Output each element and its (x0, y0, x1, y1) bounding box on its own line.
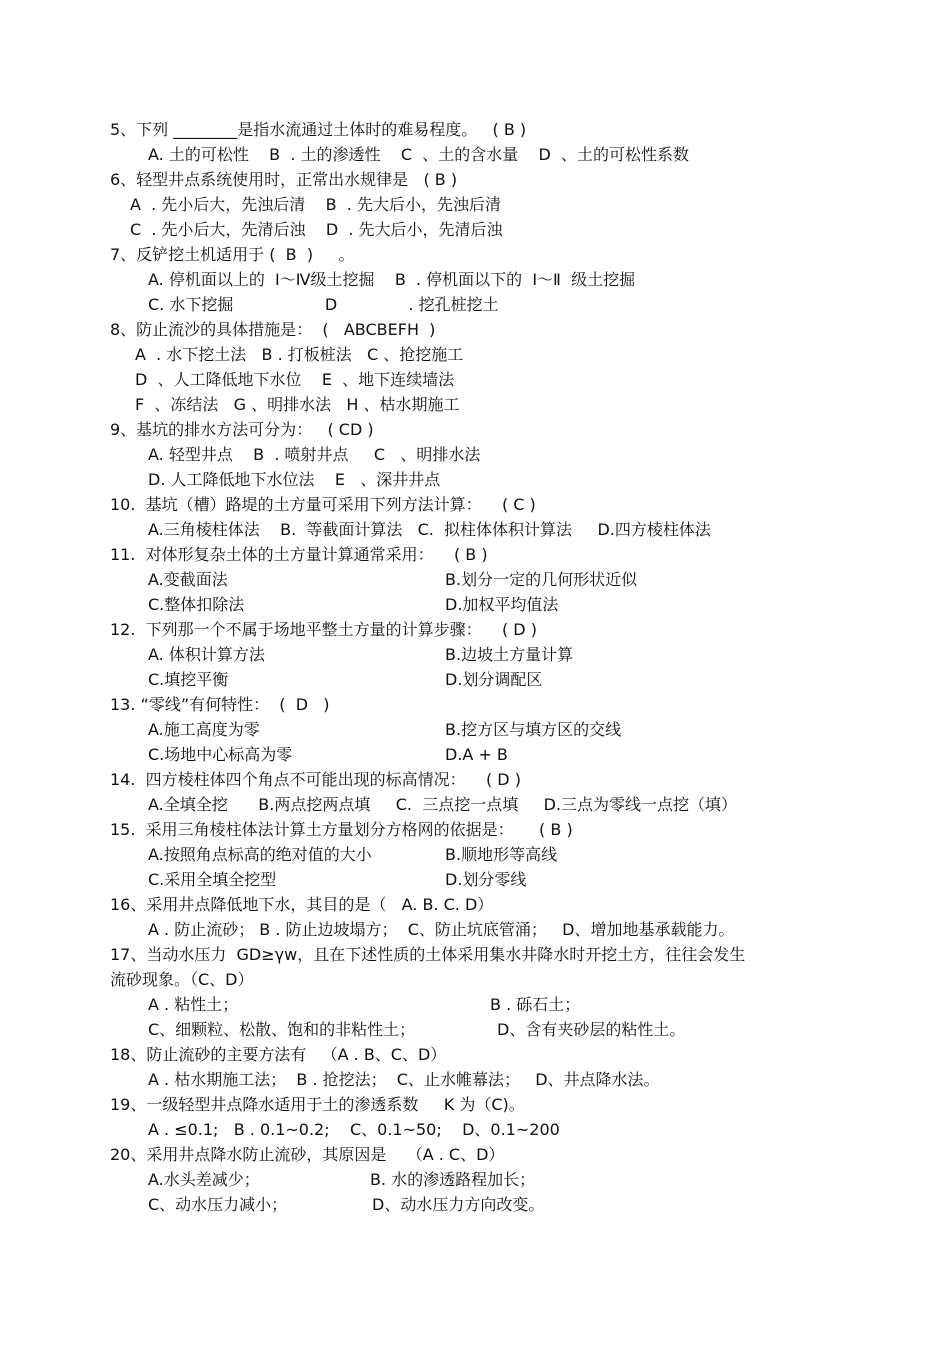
question-20-option-a: A.水头差减少； (148, 1170, 260, 1189)
question-20-option-d: D、动水压力方向改变。 (372, 1195, 545, 1214)
question-13: 13. “零线”有何特性： ( D ) (110, 695, 330, 714)
question-18-options: A . 枯水期施工法； B . 抢挖法； C、止水帷幕法； D、井点降水法。 (148, 1070, 660, 1089)
question-15-option-c: C.采用全填全挖型 (148, 870, 277, 889)
question-6-options-2: C . 先小后大，先清后浊 D . 先大后小，先清后浊 (130, 220, 503, 239)
question-11-option-a: A.变截面法 (148, 570, 228, 589)
question-13-option-b: B.挖方区与填方区的交线 (445, 720, 622, 739)
question-11-option-d: D.加权平均值法 (445, 595, 559, 614)
question-8: 8、防止流沙的具体措施是： ( ABCBEFH ) (110, 320, 436, 339)
question-11: 11. 对体形复杂土体的土方量计算通常采用： ( B ) (110, 545, 488, 564)
question-9-options-2: D. 人工降低地下水位法 E 、深井井点 (148, 470, 441, 489)
question-17: 17、当动水压力 GD≥γw，且在下述性质的土体采用集水井降水时开挖土方，往往会发生 (110, 945, 746, 964)
question-13-option-c: C.场地中心标高为零 (148, 745, 293, 764)
question-14: 14. 四方棱柱体四个角点不可能出现的标高情况： ( D ) (110, 770, 521, 789)
question-19-options: A . ≤0.1; B . 0.1~0.2; C、0.1~50; D、0.1~200 (148, 1120, 560, 1139)
question-9: 9、基坑的排水方法可分为： ( CD ) (110, 420, 374, 439)
question-15: 15. 采用三角棱柱体法计算土方量划分方格网的依据是： ( B ) (110, 820, 573, 839)
question-7-options-1: A. 停机面以上的 Ⅰ～Ⅳ级土挖掘 B . 停机面以下的 Ⅰ～Ⅱ 级土挖掘 (148, 270, 636, 289)
question-16: 16、采用井点降低地下水，其目的是（ A. B. C. D） (110, 895, 494, 914)
question-20-option-c: C、动水压力减小； (148, 1195, 288, 1214)
question-13-option-d: D.A + B (445, 745, 508, 764)
question-9-options-1: A. 轻型井点 B . 喷射井点 C 、明排水法 (148, 445, 481, 464)
question-10-options: A.三角棱柱体法 B. 等截面计算法 C. 拟柱体体积计算法 D.四方棱柱体法 (148, 520, 711, 539)
question-20: 20、采用井点降水防止流砂，其原因是 （A . C、D） (110, 1145, 505, 1164)
question-7: 7、反铲挖土机适用于 ( B ) 。 (110, 245, 355, 264)
question-20-option-b: B. 水的渗透路程加长； (370, 1170, 536, 1189)
question-11-option-b: B.划分一定的几何形状近似 (445, 570, 638, 589)
question-17-option-b: B . 砾石土； (490, 995, 581, 1014)
question-15-option-a: A.按照角点标高的绝对值的大小 (148, 845, 372, 864)
question-8-options-3: F 、冻结法 G 、明排水法 H 、枯水期施工 (135, 395, 460, 414)
question-12: 12. 下列那一个不属于场地平整土方量的计算步骤： ( D ) (110, 620, 537, 639)
question-8-options-2: D 、人工降低地下水位 E 、地下连续墙法 (135, 370, 455, 389)
question-17-continued: 流砂现象。（C、D） (110, 970, 254, 989)
question-6: 6、轻型井点系统使用时，正常出水规律是 ( B ) (110, 170, 458, 189)
question-17-option-c: C、细颗粒、松散、饱和的非粘性土； (148, 1020, 416, 1039)
question-14-options: A.全填全挖 B.两点挖两点填 C. 三点挖一点填 D.三点为零线一点挖（填） (148, 795, 738, 814)
question-17-option-d: D、含有夹砂层的粘性土。 (497, 1020, 686, 1039)
question-12-option-d: D.划分调配区 (445, 670, 543, 689)
question-19: 19、一级轻型井点降水适用于土的渗透系数 K 为（C)。 (110, 1095, 525, 1114)
question-7-options-2: C. 水下挖掘 D . 挖孔桩挖土 (148, 295, 499, 314)
question-12-option-c: C.填挖平衡 (148, 670, 229, 689)
question-15-option-b: B.顺地形等高线 (445, 845, 558, 864)
question-5-options: A. 土的可松性 B . 土的渗透性 C 、土的含水量 D 、土的可松性系数 (148, 145, 690, 164)
question-6-options-1: A . 先小后大，先浊后清 B . 先大后小，先浊后清 (130, 195, 501, 214)
question-17-option-a: A . 粘性土； (148, 995, 239, 1014)
question-5: 5、下列 ________是指水流通过土体时的难易程度。 ( B ) (110, 120, 527, 139)
question-11-option-c: C.整体扣除法 (148, 595, 245, 614)
question-18: 18、防止流砂的主要方法有 （A . B、C、D） (110, 1045, 447, 1064)
question-16-options: A . 防止流砂； B . 防止边坡塌方； C、防止坑底管涌； D、增加地基承载能力。 (148, 920, 735, 939)
question-13-option-a: A.施工高度为零 (148, 720, 260, 739)
question-10: 10. 基坑（槽）路堤的土方量可采用下列方法计算： ( C ) (110, 495, 536, 514)
question-15-option-d: D.划分零线 (445, 870, 527, 889)
question-12-option-b: B.边坡土方量计算 (445, 645, 574, 664)
question-12-option-a: A. 体积计算方法 (148, 645, 265, 664)
question-8-options-1: A . 水下挖土法 B . 打板桩法 C 、抢挖施工 (135, 345, 464, 364)
